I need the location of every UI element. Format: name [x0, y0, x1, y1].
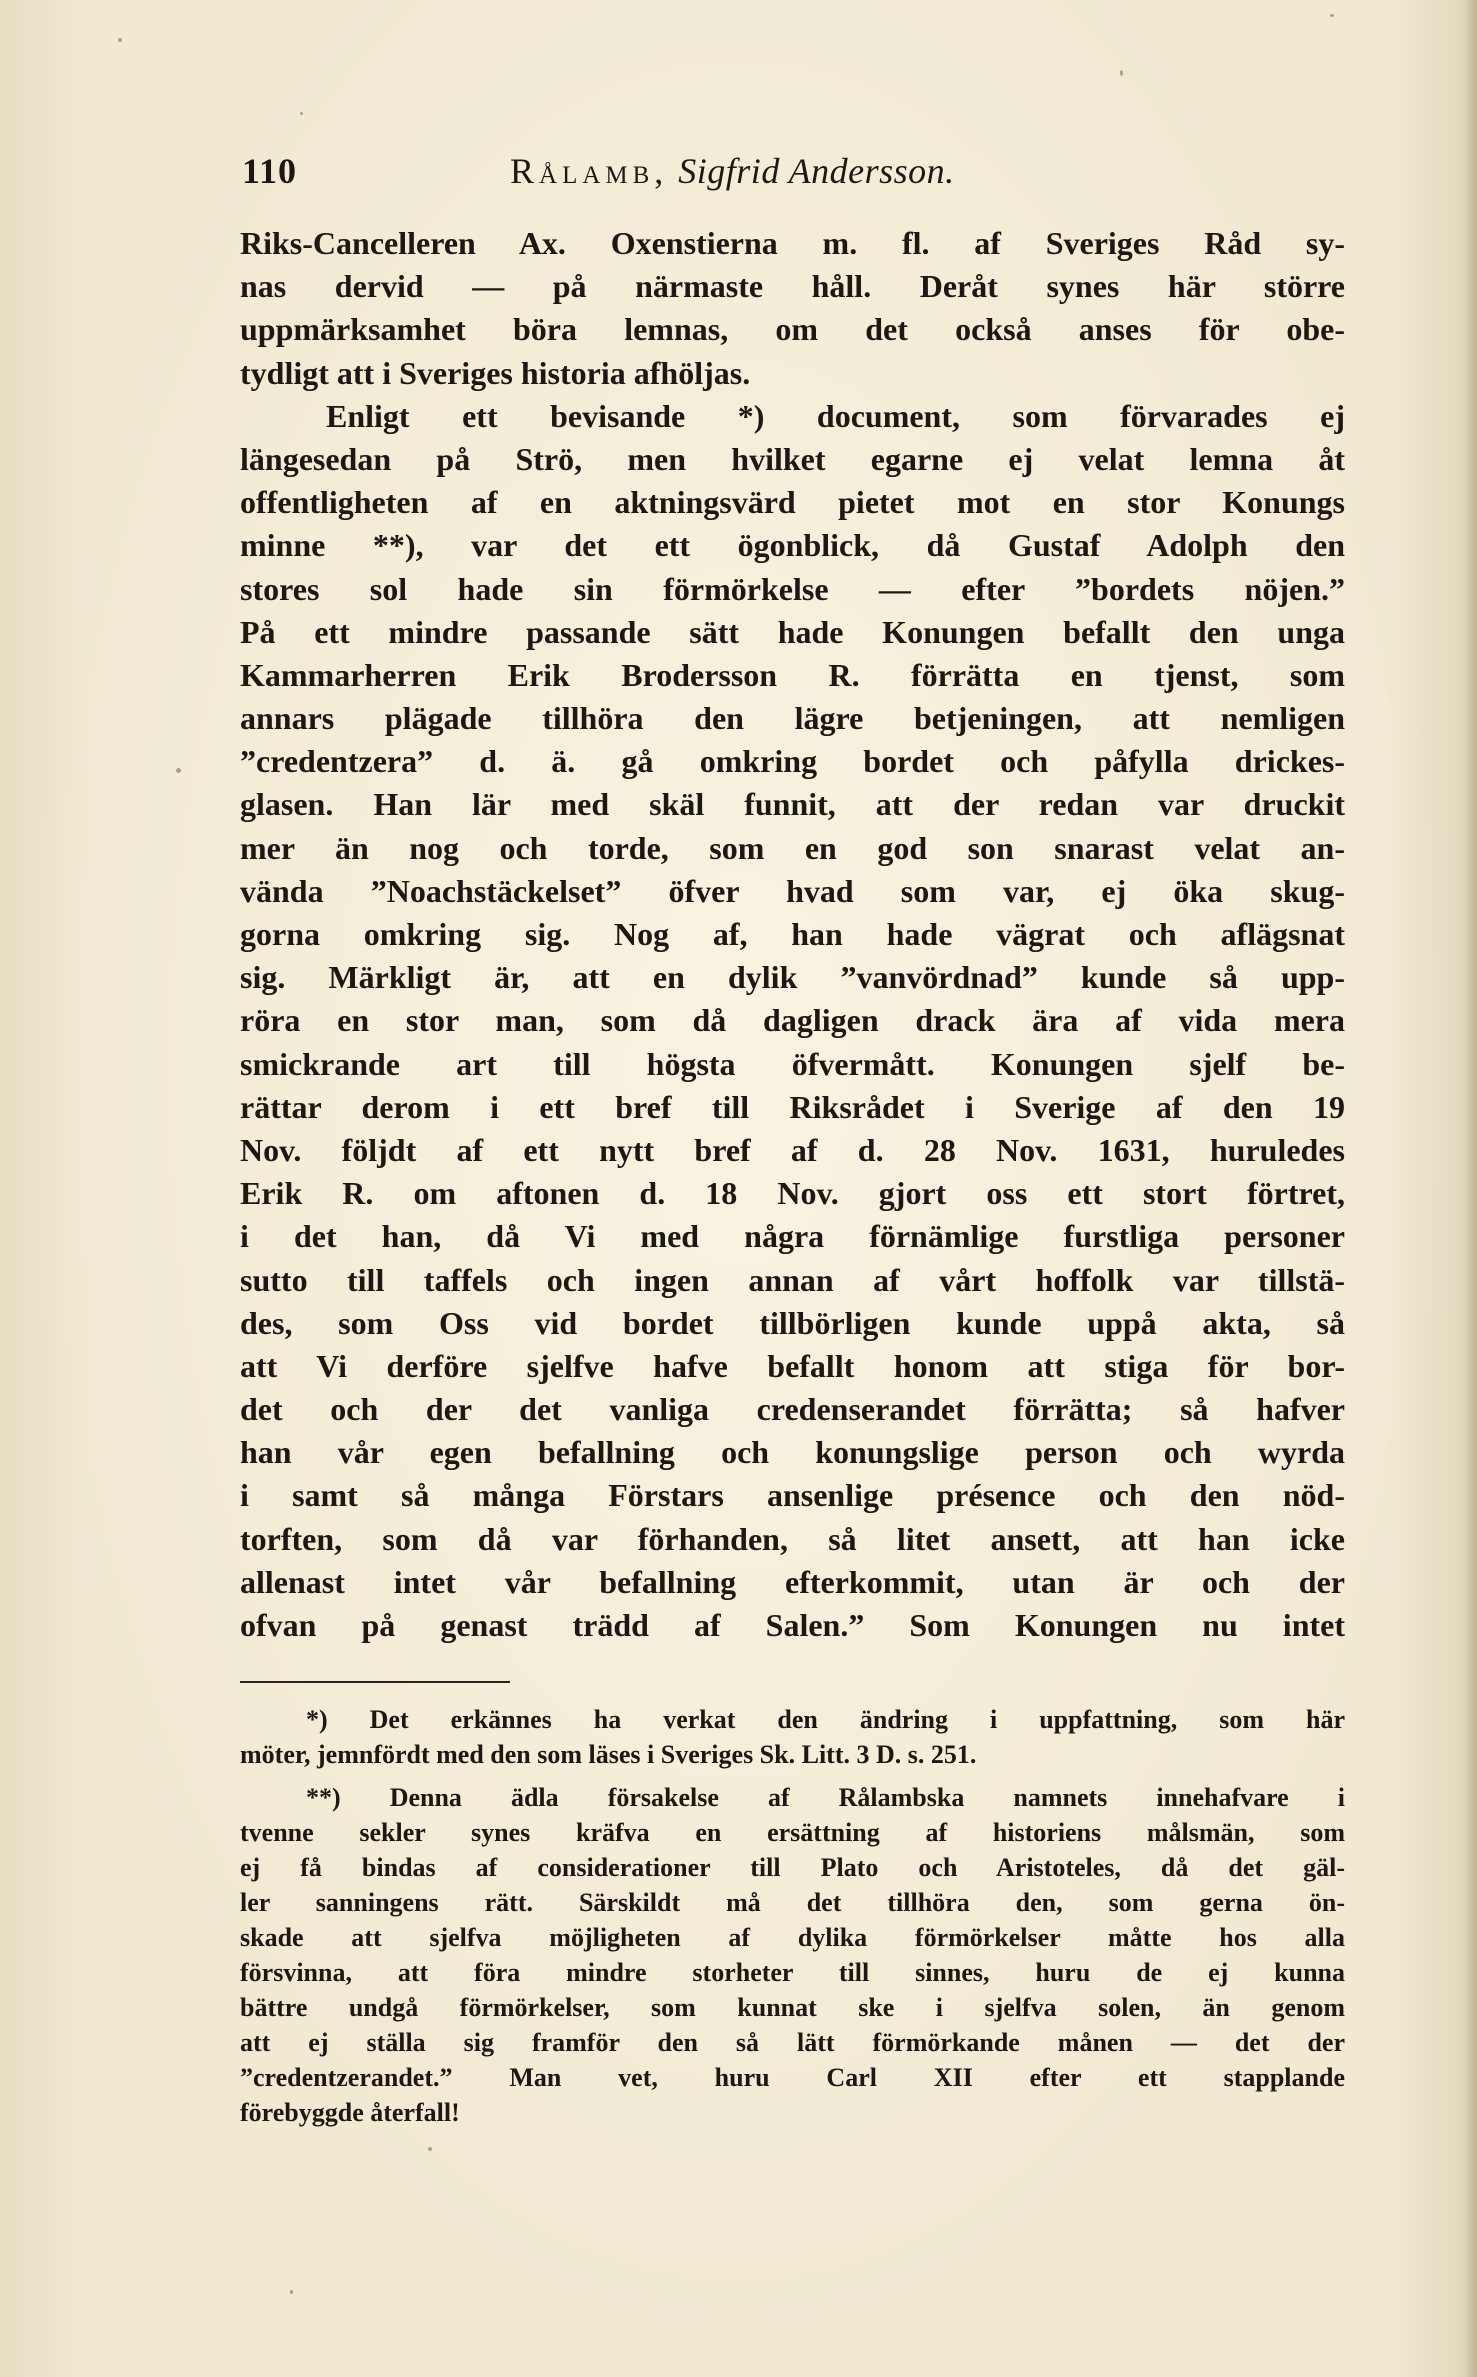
text-line: det och der det vanliga credenserandet förrätta; så hafver — [240, 1391, 1345, 1428]
text-line: i samt så många Förstars ansenlige présence och den nöd- — [240, 1477, 1345, 1514]
text-line: tydligt att i Sveriges historia afhöljas. — [240, 354, 751, 391]
footnote-line: skade att sjelfva möjligheten af dylika förmörkelser måtte hos alla — [240, 1923, 1345, 1952]
paper-speck — [1120, 70, 1123, 76]
text-line: mer än nog och torde, som en god son snarast velat an- — [240, 829, 1345, 866]
footnote-line: försvinna, att föra mindre storheter till sinnes, huru de ej kunna — [240, 1958, 1345, 1987]
text-line: rättar derom i ett bref till Riksrådet i Sverige af den 19 — [240, 1088, 1345, 1125]
text-line: smickrande art till högsta öfvermått. Konungen sjelf be- — [240, 1045, 1345, 1082]
paper-speck — [176, 768, 181, 773]
text-line: ”credentzera” d. ä. gå omkring bordet och påfylla drickes- — [240, 743, 1345, 780]
page-edge-shadow — [1463, 0, 1477, 2377]
text-line: stores sol hade sin förmörkelse — efter ”bordets nöjen.” — [240, 570, 1345, 607]
running-head-name: Rålamb, — [510, 151, 669, 191]
paper-speck — [118, 38, 122, 42]
text-line: Kammarherren Erik Brodersson R. förrätta en tjenst, som — [240, 656, 1345, 693]
paper-speck — [290, 2290, 293, 2294]
text-line: annars plägade tillhöra den lägre betjeningen, att nemligen — [240, 700, 1345, 737]
paper-speck — [428, 2147, 432, 2151]
text-line: minne **), var det ett ögonblick, då Gustaf Adolph den — [240, 527, 1345, 564]
body-text — [240, 222, 1345, 1647]
text-line: ofvan på genast trädd af Salen.” Som Konungen nu intet — [240, 1607, 1345, 1643]
text-line: Enligt ett bevisande *) document, som förvarades ej — [326, 397, 1345, 434]
text-line: offentligheten af en aktningsvärd pietet mot en stor Konungs — [240, 484, 1345, 521]
footnote-rule — [240, 1681, 510, 1683]
text-line: Erik R. om aftonen d. 18 Nov. gjort oss ett stort förtret, — [240, 1175, 1345, 1212]
paper-speck — [300, 112, 303, 115]
footnote-line: ej få bindas af considerationer till Plato och Aristoteles, då det gäl- — [240, 1853, 1345, 1882]
text-line: uppmärksamhet böra lemnas, om det också anses för obe- — [240, 311, 1345, 348]
text-line: allenast intet vår befallning efterkommit, utan är och der — [240, 1563, 1345, 1600]
text-line: des, som Oss vid bordet tillbörligen kunde uppå akta, så — [240, 1304, 1345, 1341]
text-line: På ett mindre passande sätt hade Konungen befallt den unga — [240, 613, 1345, 650]
footnote-line: ”credentzerandet.” Man vet, huru Carl XII efter ett stapplande — [240, 2063, 1345, 2092]
footnotes — [240, 1702, 1345, 2130]
text-line: glasen. Han lär med skäl funnit, att der redan var druckit — [240, 786, 1345, 823]
text-line: längesedan på Strö, men hvilket egarne ej velat lemna åt — [240, 440, 1345, 477]
text-line: Riks-Cancelleren Ax. Oxenstierna m. fl. af Sveriges Råd sy- — [240, 225, 1345, 261]
footnote-line: att ej ställa sig framför den så lätt förmörkande månen — det der — [240, 2028, 1345, 2057]
text-line: sutto till taffels och ingen annan af vårt hoffolk var tillstä- — [240, 1261, 1345, 1298]
text-line: att Vi derföre sjelfve hafve befallt honom att stiga för bor- — [240, 1347, 1345, 1384]
text-line: torften, som då var förhanden, så litet ansett, att han icke — [240, 1520, 1345, 1557]
text-line: Nov. följdt af ett nytt bref af d. 28 Nov. 1631, huruledes — [240, 1131, 1345, 1168]
running-head-title — [510, 146, 955, 196]
paper-speck — [1330, 14, 1334, 17]
text-line: i det han, då Vi med några förnämlige furstliga personer — [240, 1218, 1345, 1255]
footnote-line: bättre undgå förmörkelser, som kunnat ske i sjelfva solen, än genom — [240, 1993, 1345, 2022]
text-line: nas dervid — på närmaste håll. Deråt synes här större — [240, 268, 1345, 305]
text-line: han vår egen befallning och konungslige person och wyrda — [240, 1434, 1345, 1471]
text-line: röra en stor man, som då dagligen drack ära af vida mera — [240, 1002, 1345, 1039]
footnote-line: **) Denna ädla försakelse af Rålambska namnets innehafvare i — [306, 1783, 1345, 1812]
footnote-line: *) Det erkännes ha verkat den ändring i uppfattning, som här — [306, 1705, 1345, 1734]
footnote-line: förebyggde återfall! — [240, 2098, 460, 2127]
footnote-line: tvenne sekler synes kräfva en ersättning af historiens målsmän, som — [240, 1818, 1345, 1847]
text-line: gorna omkring sig. Nog af, han hade vägrat och aflägsnat — [240, 916, 1345, 952]
text-line: sig. Märkligt är, att en dylik ”vanvördnad” kunde så upp- — [240, 959, 1345, 996]
running-head — [242, 146, 1342, 196]
footnote-line: möter, jemnfördt med den som läses i Sveriges Sk. Litt. 3 D. s. 251. — [240, 1740, 977, 1769]
footnote-line: ler sanningens rätt. Särskildt må det tillhöra den, som gerna ön- — [240, 1888, 1345, 1917]
running-head-subtitle: Sigfrid Andersson. — [678, 151, 955, 191]
page-number: 110 — [242, 151, 298, 191]
text-line: vända ”Noachstäckelset” öfver hvad som var, ej öka skug- — [240, 872, 1345, 909]
